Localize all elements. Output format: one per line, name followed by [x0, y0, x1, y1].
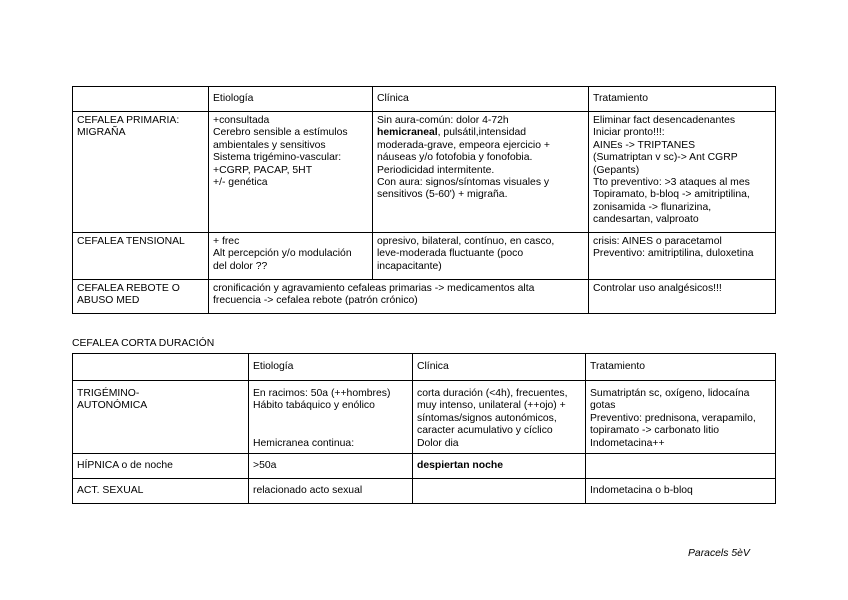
- header-clinica: Clínica: [373, 87, 589, 112]
- text-line: Hemicranea continua:: [253, 437, 355, 449]
- tratamiento-cell: [589, 280, 776, 314]
- text-line: Indometacina++: [590, 437, 665, 449]
- text-line: Con aura: signos/síntomas visuales y: [377, 177, 550, 189]
- text-line: frecuencia -> cefalea rebote (patrón crónico): [213, 295, 418, 307]
- table-cefaleas-primarias: [72, 86, 776, 314]
- text-line: síntomas/signos autonómicos,: [417, 412, 557, 424]
- etiologia-cell: >50a: [249, 454, 413, 479]
- tratamiento-cell: [589, 233, 776, 280]
- text-line: candesartan, valproato: [593, 214, 699, 226]
- clinica-cell: [413, 479, 586, 504]
- table-header-row: [73, 354, 776, 381]
- text-line: crisis: AINES o paracetamol: [593, 236, 722, 247]
- spacer: [253, 413, 408, 425]
- table-header-row: [73, 87, 776, 112]
- text-line: muy intenso, unilateral (++ojo) +: [417, 400, 566, 412]
- row-name: CEFALEA TENSIONAL: [73, 233, 209, 280]
- text-line: +consultada: [213, 115, 270, 126]
- clinica-cell: [373, 112, 589, 233]
- header-tratamiento: Tratamiento: [589, 87, 776, 112]
- table-cefalea-corta-duracion: [72, 353, 776, 504]
- text-line: +CGRP, PACAP, 5HT: [213, 164, 313, 176]
- footer-signature: Paracels 5èV: [688, 548, 750, 559]
- tratamiento-cell: Indometacina o b-bloq: [586, 479, 776, 504]
- text-line: (Sumatriptan v sc)-> Ant CGRP: [593, 152, 738, 164]
- text-line: náuseas y/o fotofobia y fonofobia.: [377, 152, 533, 164]
- bold-term: hemicraneal: [377, 127, 438, 139]
- text-line: Preventivo: amitriptilina, duloxetina: [593, 248, 754, 260]
- text-line: Hábito tabáquico y enólico: [253, 400, 375, 412]
- text-line: +/- genética: [213, 177, 268, 189]
- text-line: moderada-grave, empeora ejercicio +: [377, 139, 550, 151]
- text-line: + frec: [213, 236, 240, 247]
- text-line: incapacitante): [377, 260, 442, 272]
- table-row: [73, 233, 776, 280]
- text-line: En racimos: 50a (++hombres): [253, 388, 391, 399]
- header-clinica: Clínica: [413, 354, 586, 381]
- clinica-cell: [413, 454, 586, 479]
- text-line: Cerebro sensible a estímulos: [213, 127, 348, 139]
- text-line: topiramato -> carbonato litio: [590, 425, 720, 437]
- row-name: TRIGÉMINO-AUTONÓMICA: [73, 381, 249, 454]
- etiologia-cell: [249, 381, 413, 454]
- text-line: Controlar uso analgésicos!!!: [593, 283, 722, 294]
- header-etiologia: Etiología: [209, 87, 373, 112]
- text-line: caracter acumulativo y cíclico: [417, 425, 553, 437]
- etiologia-cell: [209, 233, 373, 280]
- table-row: [73, 280, 776, 314]
- text-line: Sistema trigémino-vascular:: [213, 152, 342, 164]
- text-line: gotas: [590, 400, 616, 412]
- text-fragment: , pulsátil,intensidad: [437, 127, 527, 139]
- text-line: Sin aura-común: dolor 4-72h: [377, 115, 509, 126]
- text-line: Sumatriptán sc, oxígeno, lidocaína: [590, 388, 750, 399]
- text-line: AINEs -> TRIPTANES: [593, 139, 696, 151]
- text-line: Periodicidad intermitente.: [377, 164, 495, 176]
- text-line: opresivo, bilateral, contínuo, en casco,: [377, 236, 555, 247]
- clinica-cell: [413, 381, 586, 454]
- etiologia-cell: [209, 112, 373, 233]
- text-line: Eliminar fact desencadenantes: [593, 115, 736, 126]
- etiologia-cell: relacionado acto sexual: [249, 479, 413, 504]
- section-title: CEFALEA CORTA DURACIÓN: [72, 338, 215, 349]
- text-line: [377, 127, 584, 139]
- merged-cell: [209, 280, 589, 314]
- text-line: leve-moderada fluctuante (poco: [377, 248, 524, 260]
- text-line: Topiramato, b-bloq -> amitriptilina,: [593, 189, 750, 201]
- text-line: sensitivos (5-60') + migraña.: [377, 189, 508, 201]
- tratamiento-cell: [589, 112, 776, 233]
- text-line: Dolor dia: [417, 437, 459, 449]
- header-etiologia: Etiología: [249, 354, 413, 381]
- row-name: HÍPNICA o de noche: [73, 454, 249, 479]
- text-line: zonisamida -> flunarizina,: [593, 201, 712, 213]
- table-row: [73, 479, 776, 504]
- text-line: Tto preventivo: >3 ataques al mes: [593, 177, 750, 189]
- tratamiento-cell: [586, 381, 776, 454]
- table-row: [73, 112, 776, 233]
- text-line: corta duración (<4h), frecuentes,: [417, 388, 568, 399]
- clinica-cell: [373, 233, 589, 280]
- text-line: ambientales y sensitivos: [213, 139, 326, 151]
- row-name: CEFALEA REBOTE O ABUSO MED: [73, 280, 209, 314]
- table-row: [73, 454, 776, 479]
- header-cell-empty: [73, 354, 249, 381]
- header-cell-empty: [73, 87, 209, 112]
- text-line: Alt percepción y/o modulación: [213, 248, 352, 260]
- bold-term: despiertan noche: [417, 459, 504, 471]
- text-line: (Gepants): [593, 164, 640, 176]
- text-line: Iniciar pronto!!!:: [593, 127, 665, 139]
- header-tratamiento: Tratamiento: [586, 354, 776, 381]
- row-name: ACT. SEXUAL: [73, 479, 249, 504]
- tratamiento-cell: [586, 454, 776, 479]
- row-name: CEFALEA PRIMARIA: MIGRAÑA: [73, 112, 209, 233]
- text-line: del dolor ??: [213, 260, 268, 272]
- text-line: Preventivo: prednisona, verapamilo,: [590, 412, 756, 424]
- spacer: [253, 425, 408, 437]
- text-line: cronificación y agravamiento cefaleas primarias -> medicamentos alta: [213, 283, 535, 294]
- table-row: [73, 381, 776, 454]
